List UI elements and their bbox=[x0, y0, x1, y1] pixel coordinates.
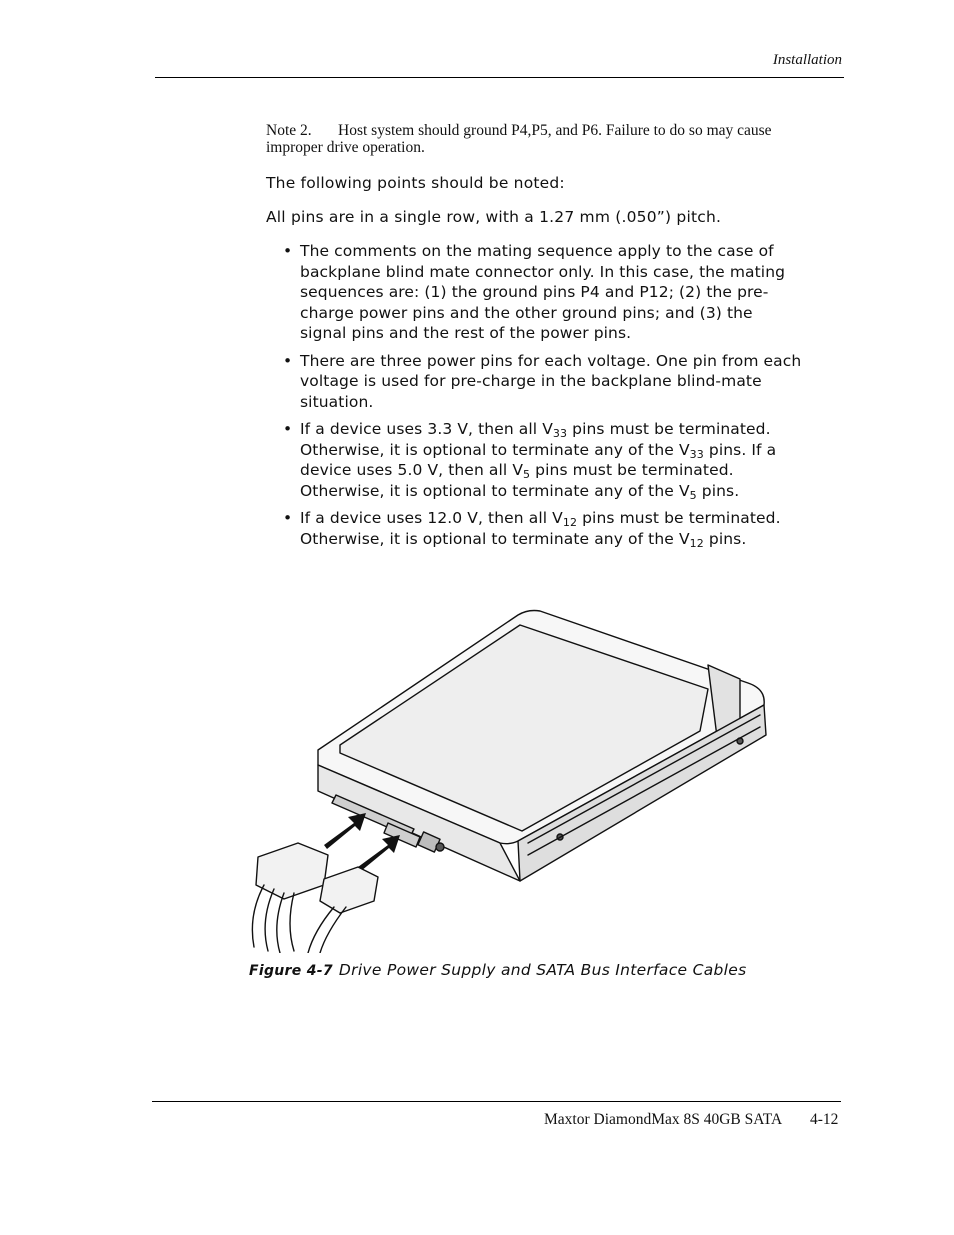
header-rule bbox=[155, 77, 844, 78]
figure-caption bbox=[249, 961, 747, 979]
subscript: 5 bbox=[689, 488, 697, 502]
header-section-label: Installation bbox=[772, 52, 842, 68]
power-cable-wire bbox=[277, 893, 284, 953]
list-item bbox=[283, 508, 803, 549]
subscript: 12 bbox=[562, 516, 578, 529]
text-run: pins. bbox=[703, 529, 747, 548]
data-cable-plug bbox=[320, 867, 378, 913]
note-label: Note 2. bbox=[266, 122, 312, 139]
footer-page-number: 4-12 bbox=[810, 1111, 839, 1128]
bullet-text-power-pins: There are three power pins for each voltage. One pin from each voltage is used for pre-charge in the backplane blind-mate situation. bbox=[300, 351, 802, 411]
text-run: If a device uses 12.0 V, then all V bbox=[300, 509, 563, 527]
bullet-icon: • bbox=[283, 351, 293, 370]
paragraph-points-noted: The following points should be noted: bbox=[266, 174, 565, 192]
mount-hole bbox=[436, 843, 444, 851]
bullet-text-3v-5v bbox=[300, 420, 776, 500]
list-item bbox=[283, 419, 803, 501]
power-cable-plug bbox=[256, 843, 328, 899]
power-cable-wire bbox=[290, 893, 294, 951]
subscript: 33 bbox=[689, 447, 704, 461]
arrow-icon bbox=[358, 835, 400, 871]
footer-rule bbox=[152, 1101, 841, 1102]
figure-label: Figure 4-7 bbox=[249, 963, 333, 979]
text-run: pins. If a device uses 5.0 V, then all V bbox=[300, 440, 777, 479]
footer-doc-title: Maxtor DiamondMax 8S 40GB SATA bbox=[544, 1111, 783, 1128]
bullet-list bbox=[283, 241, 803, 556]
data-cable-wire bbox=[320, 907, 346, 953]
subscript: 33 bbox=[552, 427, 568, 440]
power-cable-wire bbox=[265, 889, 274, 951]
note-block bbox=[266, 122, 826, 156]
list-item bbox=[283, 351, 803, 413]
bullet-text-12v bbox=[300, 509, 781, 548]
note-text: Host system should ground P4,P5, and P6. Failure to do so may cause improper drive operation. bbox=[266, 122, 772, 156]
arrow-icon bbox=[324, 813, 366, 849]
text-run: pins must be terminated. Otherwise, it is optional to terminate any of the V bbox=[300, 509, 781, 548]
figure-caption-text: Drive Power Supply and SATA Bus Interface Cables bbox=[338, 961, 747, 979]
text-run: pins. bbox=[696, 481, 740, 500]
bullet-text-mating-sequence: The comments on the mating sequence apply to the case of backplane blind mate connector only. In this case, the mating sequences are: (1) the ground pins P4 and P12; (2) the pre-charge power pins and the other ground pins; and (3) the signal pins and the rest of the power pins. bbox=[300, 242, 786, 342]
list-item bbox=[283, 241, 803, 344]
bullet-icon: • bbox=[283, 420, 293, 438]
bullet-icon: • bbox=[283, 509, 293, 527]
text-run: If a device uses 3.3 V, then all V bbox=[300, 420, 553, 438]
power-cable-wire bbox=[252, 885, 264, 947]
drive-cables-illustration bbox=[228, 585, 774, 953]
text-run: pins must be terminated. Otherwise, it is optional to terminate any of the V bbox=[300, 461, 734, 500]
subscript: 12 bbox=[689, 536, 704, 550]
subscript: 5 bbox=[523, 468, 531, 481]
paragraph-pin-pitch: All pins are in a single row, with a 1.27 mm (.050”) pitch. bbox=[266, 208, 722, 226]
bullet-icon: • bbox=[283, 242, 293, 260]
text-run: pins must be terminated. Otherwise, it is optional to terminate any of the V bbox=[300, 420, 771, 459]
